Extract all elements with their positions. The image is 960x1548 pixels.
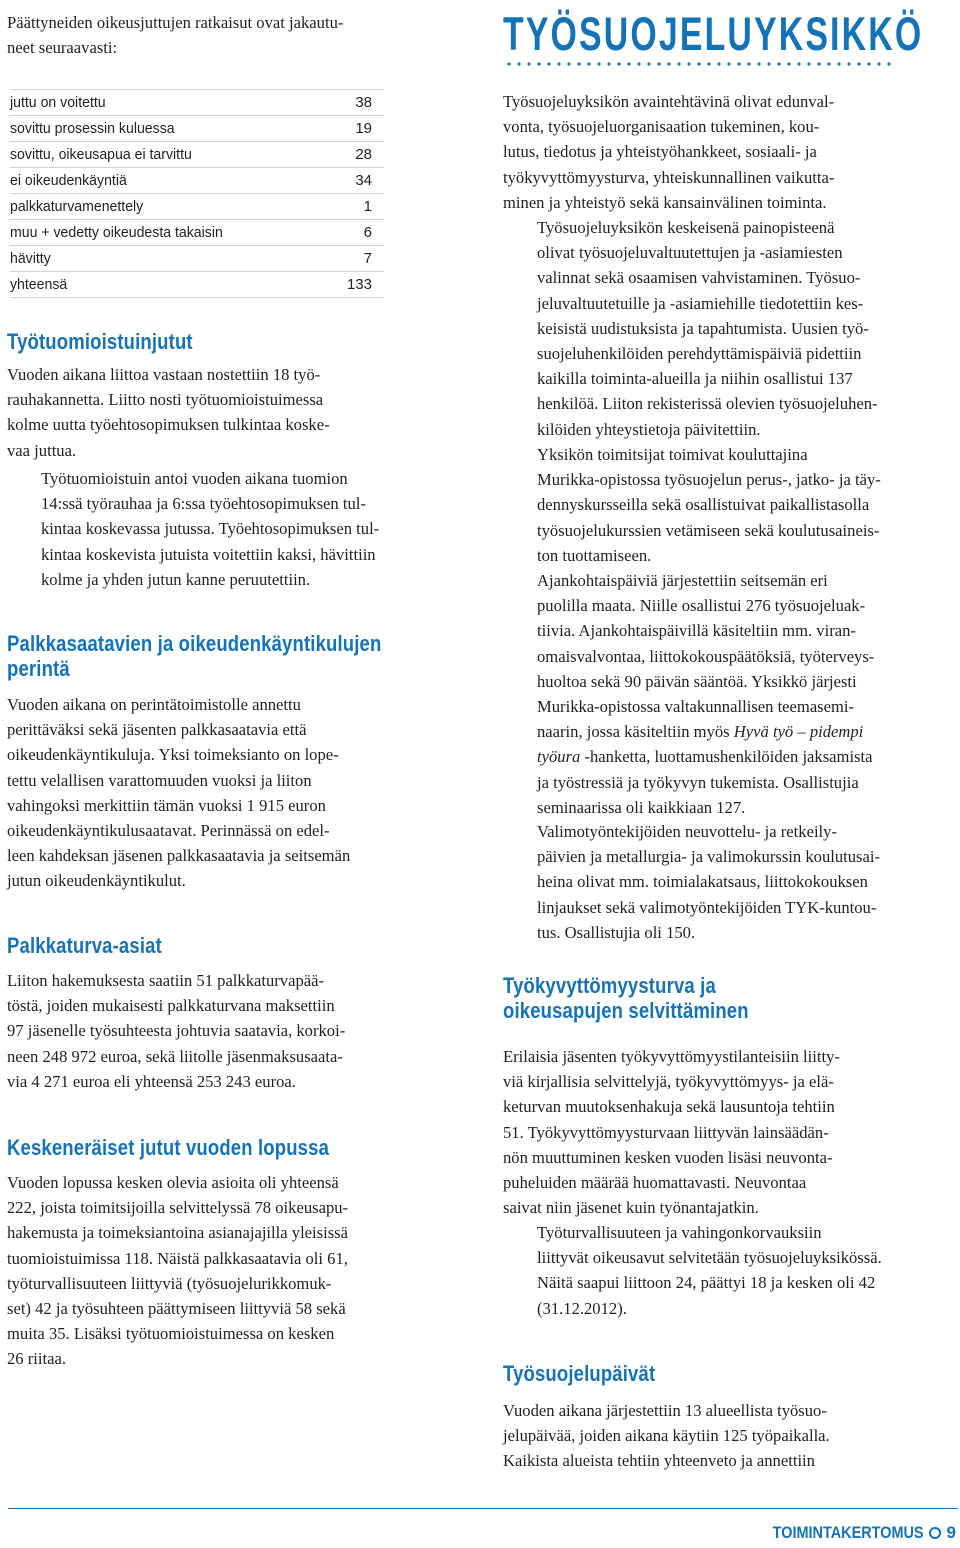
paragraph-line: keisistä uudistuksista ja tapahtumista. Uusien työ-: [537, 318, 869, 338]
paragraph-line: työura -hanketta, luottamushenkilöiden jaksamista: [537, 747, 873, 767]
paragraph-line: Valimotyöntekijöiden neuvottelu- ja retkeily-: [537, 822, 837, 841]
paragraph-line: työturvallisuuteen liittyviä (työsuojelurikkomuk-: [7, 1273, 332, 1293]
paragraph-line: kaikilla toiminta-alueilla ja niihin osallistui 137: [537, 369, 853, 389]
footer-label: TOIMINTAKERTOMUS: [772, 1523, 924, 1542]
row-label: muu + vedetty oikeudesta takaisin: [10, 224, 223, 241]
paragraph-line: neen 248 972 euroa, sekä liitolle jäsenmaksusaata-: [7, 1046, 343, 1066]
paragraph-line: jeluvaltuutetuille ja -asiamiehille tiedotettiin kes-: [537, 293, 864, 313]
circle-icon: [929, 1527, 941, 1539]
table-row: [10, 116, 384, 142]
paragraph-line: oikeudenkäyntikulusaatavat. Perinnässä on edel-: [7, 821, 330, 841]
paragraph-line: via 4 271 euroa eli yhteensä 253 243 euroa.: [7, 1071, 296, 1091]
section-title-tyosuojelupaivat: Työsuojelupäivät: [503, 1361, 656, 1386]
paragraph: [503, 215, 958, 442]
paragraph-line: töstä, joiden mukaisesti palkkaturvana maksettiin: [7, 996, 335, 1016]
paragraph: [7, 692, 465, 894]
emphasis: Hyvä työ – pidempi: [733, 722, 864, 742]
paragraph-line: 14:ssä työrauhaa ja 6:ssa työehtosopimuksen tul-: [41, 494, 366, 514]
section-title-line: Työkyvyttömyysturva ja: [503, 973, 716, 998]
paragraph-line: saivat niin jäsenet kuin työnantajatkin.: [503, 1198, 759, 1218]
row-value: 38: [355, 94, 372, 111]
paragraph-line: Työsuojeluyksikön avaintehtävinä olivat edunval-: [503, 92, 835, 111]
row-value: 19: [355, 120, 372, 137]
section-title-tyokyvyttomyysturva: [503, 973, 749, 1023]
row-value: 6: [363, 224, 372, 241]
main-title: TYÖSUOJELUYKSIKKÖ: [503, 7, 924, 60]
paragraph-line: Työturvallisuuteen ja vahingonkorvauksiin: [537, 1223, 822, 1242]
paragraph-line: muita 35. Lisäksi työtuomioistuimessa on kesken: [7, 1324, 335, 1344]
paragraph-line: set) 42 ja työsuhteen päättymiseen liittyviä 58 sekä: [7, 1299, 346, 1319]
paragraph: [7, 466, 465, 592]
paragraph-line: henkilöä. Liiton rekisterissä olevien työsuojeluhen-: [537, 394, 878, 414]
paragraph-line: valinnat sekä osaamisen vahvistaminen. Työsuo-: [537, 268, 861, 288]
paragraph: [503, 1398, 958, 1474]
emphasis: työura: [537, 747, 581, 767]
paragraph-line: heina olivat mm. toimialakatsaus, liittokokouksen: [537, 872, 868, 892]
paragraph-line: Vuoden lopussa kesken olevia asioita oli yhteensä: [7, 1173, 339, 1192]
paragraph-line: oikeudenkäyntikuluja. Yksi toimeksianto on lope-: [7, 745, 339, 765]
paragraph-line: perittäväksi sekä jäsenten palkkasaatavia että: [7, 720, 307, 740]
paragraph-line: vahingoksi merkittiin tämän vuoksi 1 915 euron: [7, 795, 326, 815]
paragraph-line: Näitä saapui liittoon 24, päättyi 18 ja kesken oli 42: [537, 1273, 876, 1293]
row-label: hävitty: [10, 250, 51, 267]
paragraph-line: tettu velallisen varattomuuden vuoksi ja liiton: [7, 770, 312, 790]
intro-paragraph: [7, 10, 465, 60]
row-label: sovittu, oikeusapua ei tarvittu: [10, 146, 192, 163]
paragraph-line: vaa juttua.: [7, 440, 77, 460]
paragraph: [503, 442, 958, 568]
section-title-line: perintä: [7, 656, 70, 681]
paragraph-line: tus. Osallistujia oli 150.: [537, 922, 696, 942]
page-number: 9: [946, 1523, 956, 1542]
page-footer: [746, 1520, 956, 1546]
paragraph-line: keturvan muutoksenhakuja sekä lausuntoja tehtiin: [503, 1097, 835, 1117]
paragraph-line: työsuojelukurssien vetämiseen sekä koulutusaineis-: [537, 520, 880, 540]
paragraph-line: ja työstressiä ja työkyvyn tukemista. Osallistujia: [537, 772, 859, 792]
paragraph-line: kolme uutta työehtosopimuksen tulkintaa koske-: [7, 415, 330, 435]
paragraph-line: olivat työsuojeluvaltuutettujen ja -asiamiesten: [537, 243, 843, 263]
paragraph-line: viä kirjallisia selvittelyjä, työkyvyttömyys- ja elä-: [503, 1072, 834, 1092]
row-value: 7: [363, 250, 372, 267]
paragraph-line: omaisvalvontaa, liittokokouspäätöksiä, työterveys-: [537, 646, 875, 666]
row-label: yhteensä: [10, 276, 68, 293]
paragraph-line: tuomioistuimissa 118. Näistä palkkasaatavia oli 61,: [7, 1248, 348, 1268]
paragraph-line: liittyvät oikeusavut selvitetään työsuojeluyksikössä.: [537, 1248, 882, 1268]
paragraph-line: Ajankohtaispäiviä järjestettiin seitsemän eri: [537, 571, 828, 590]
section-title-tyotuomioistuinjutut: Työtuomioistuinjutut: [7, 329, 193, 354]
paragraph-line: seminaarissa oli kaikkiaan 127.: [537, 797, 746, 817]
table-row: [10, 142, 384, 168]
paragraph-line: kintaa koskevista jutuista voitettiin kaksi, hävittiin: [41, 544, 376, 564]
paragraph-line: Yksikön toimitsijat toimivat kouluttajina: [537, 445, 808, 464]
paragraph-line: jutun oikeudenkäyntikulut.: [7, 871, 186, 891]
paragraph-line: vonta, työsuojeluorganisaation tukeminen, kou-: [503, 117, 820, 137]
paragraph-line: kolme ja yhden jutun kanne peruutettiin.: [41, 569, 311, 589]
paragraph-line: suojeluhenkilöiden perehdyttämispäiviä pidettiin: [537, 344, 862, 364]
paragraph-line: tiivia. Ajankohtaispäivillä käsiteltiin mm. viran-: [537, 621, 856, 641]
paragraph-line: työkyvyttömyysturva, yhteiskunnallinen vaikutta-: [503, 167, 835, 187]
section-title-line: oikeusapujen selvittäminen: [503, 998, 749, 1023]
paragraph-line: 26 riitaa.: [7, 1349, 66, 1369]
paragraph-line: neet seuraavasti:: [7, 38, 118, 58]
row-value: 133: [346, 276, 372, 293]
paragraph-line: Työtuomioistuin antoi vuoden aikana tuomion: [41, 469, 348, 488]
table-row: [10, 194, 384, 220]
paragraph-line: leen kahdeksan jäsenen palkkasaatavia ja seitsemän: [7, 846, 351, 866]
paragraph-line: linjaukset sekä valimotyöntekijöiden TYK-kuntou-: [537, 897, 877, 917]
paragraph-line: 97 jäsenelle työsuhteesta johtuvia saatavia, korkoi-: [7, 1021, 346, 1041]
paragraph: [503, 568, 958, 820]
paragraph-line: Vuoden aikana järjestettiin 13 alueellista työsuo-: [503, 1401, 827, 1420]
row-value: 1: [363, 198, 372, 215]
paragraph-line: Päättyneiden oikeusjuttujen ratkaisut ovat jakautu-: [7, 13, 344, 32]
paragraph-line: huoltoa sekä 90 päivän sääntöä. Yksikkö järjesti: [537, 671, 857, 691]
paragraph-line: kintaa koskevassa jutussa. Työehtosopimuksen tul-: [41, 519, 380, 539]
paragraph: [503, 819, 958, 945]
paragraph-line: lutus, tiedotus ja yhteistyöhankkeet, sosiaali- ja: [503, 142, 817, 162]
table-row: [10, 89, 384, 116]
paragraph: [7, 362, 465, 463]
section-title-line: Palkkasaatavien ja oikeudenkäyntikulujen: [7, 631, 382, 656]
paragraph-line: Vuoden aikana on perintätoimistolle annettu: [7, 695, 301, 714]
paragraph-line: nön muuttuminen kesken vuoden lisäsi neuvonta-: [503, 1147, 833, 1167]
table-row: [10, 168, 384, 194]
paragraph-line: Murikka-opistossa valtakunnallisen teemasemi-: [537, 697, 855, 717]
paragraph-line: Murikka-opistossa työsuojelun perus-, jatko- ja täy-: [537, 470, 881, 490]
paragraph-line: 51. Työkyvyttömyysturvaan liittyvän lainsäädän-: [503, 1122, 829, 1142]
paragraph-line: puolilla maata. Niille osallistui 276 työsuojeluak-: [537, 596, 866, 616]
footer-divider: [8, 1508, 958, 1509]
paragraph-line: naarin, jossa käsiteltiin myös Hyvä työ – pidempi: [537, 722, 864, 742]
row-value: 34: [355, 172, 372, 189]
row-label: ei oikeudenkäyntiä: [10, 172, 127, 189]
paragraph-line: minen ja yhteistyö sekä kansainvälinen toiminta.: [503, 192, 827, 212]
row-label: palkkaturvamenettely: [10, 198, 144, 215]
paragraph-line: Liiton hakemuksesta saatiin 51 palkkaturvapää-: [7, 971, 325, 990]
paragraph-line: hakemusta ja toimeksiantoina asianajajilla yleisissä: [7, 1223, 348, 1243]
row-label: sovittu prosessin kuluessa: [10, 120, 175, 137]
paragraph-line: ton tuottamiseen.: [537, 545, 652, 565]
paragraph-line: päivien ja metallurgia- ja valimokurssin koulutusai-: [537, 847, 881, 867]
row-value: 28: [355, 146, 372, 163]
paragraph-line: dennyskursseilla sekä osallistuivat paikallistasolla: [537, 495, 870, 515]
paragraph-line: Kaikista alueista tehtiin yhteenveto ja annettiin: [503, 1451, 815, 1471]
paragraph-line: (31.12.2012).: [537, 1298, 627, 1318]
section-title-palkkaturva-asiat: Palkkaturva-asiat: [7, 933, 162, 958]
paragraph: [503, 89, 958, 215]
section-title-keskeneraiset-jutut: Keskeneräiset jutut vuoden lopussa: [7, 1135, 330, 1160]
paragraph-line: Vuoden aikana liittoa vastaan nostettiin 18 työ-: [7, 365, 321, 384]
case-results-table: [10, 89, 384, 298]
dotted-divider: [504, 62, 892, 66]
paragraph-line: Erilaisia jäsenten työkyvyttömyystilanteisiin liitty-: [503, 1047, 840, 1066]
table-row: [10, 220, 384, 246]
section-title-palkkasaatavien-perinta: [7, 631, 381, 681]
paragraph: [503, 1044, 958, 1220]
paragraph: [7, 1170, 465, 1372]
table-row: [10, 246, 384, 272]
paragraph: [503, 1220, 958, 1321]
paragraph-line: puheluiden määrää huomattavasti. Neuvontaa: [503, 1173, 807, 1193]
paragraph-line: jelupäivää, joiden aikana käytiin 125 työpaikalla.: [503, 1426, 830, 1446]
paragraph-line: rauhakannetta. Liitto nosti työtuomioistuimessa: [7, 390, 324, 410]
paragraph-line: Työsuojeluyksikön keskeisenä painopisteenä: [537, 218, 835, 237]
paragraph-line: 222, joista toimitsijoilla selvittelyssä 78 oikeusapu-: [7, 1198, 349, 1218]
paragraph-line: kilöiden yhteystietoja päivitettiin.: [537, 419, 761, 439]
paragraph: [7, 968, 465, 1094]
row-label: juttu on voitettu: [10, 94, 106, 111]
table-row: [10, 272, 384, 298]
